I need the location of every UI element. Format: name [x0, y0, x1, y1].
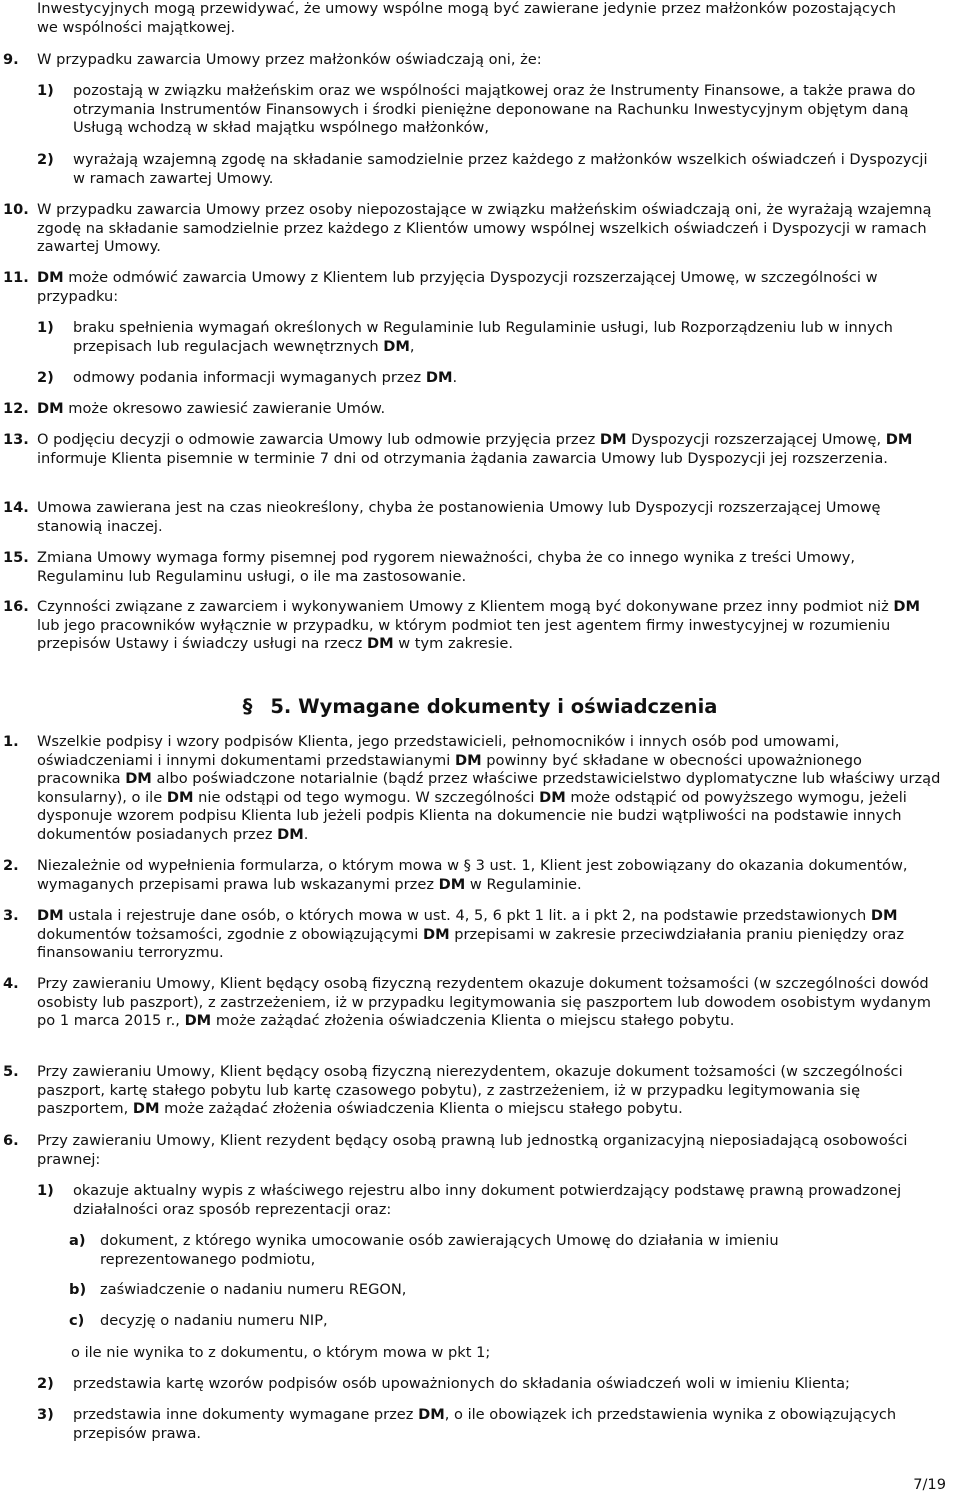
section-6-item-a: dokument, z którego wynika umocowanie osób zawierających Umowę do działania w imieniu reprezentowanego podmiotu,: [100, 1232, 779, 1268]
section-6-item-c: decyzję o nadaniu numeru NIP,: [100, 1312, 328, 1329]
letter-item-b: b): [69, 1281, 87, 1298]
section-paragraph-3: [37, 907, 942, 963]
paragraph-number: 9.: [3, 51, 19, 68]
text: .: [303, 825, 309, 843]
dm-abbrev: DM: [425, 369, 453, 386]
text: albo poświadczone notarialnie (bądź przez właściwe przedstawicielstwo dyplomatyczne lub właściwy urząd konsularny), o ile: [37, 770, 941, 806]
paragraph-number: 2.: [3, 857, 19, 874]
text: nie odstąpi od tego wymogu. W szczególności: [193, 788, 540, 806]
dm-abbrev: DM: [893, 598, 921, 615]
text: ustala i rejestruje dane osób, o których mowa w ust. 4, 5, 6 pkt 1 lit. a i pkt 2, na podstawie przedstawionych: [63, 907, 871, 924]
intro-paragraph: Inwestycyjnych mogą przewidywać, że umowy wspólne mogą być zawierane jedynie przez małżonków pozostających we wspólności majątkowej.: [37, 0, 896, 36]
dm-abbrev: DM: [885, 431, 913, 448]
section-paragraph-4: [37, 975, 942, 1031]
section-6-note: o ile nie wynika to z dokumentu, o którym mowa w pkt 1;: [71, 1344, 491, 1361]
paragraph-number: 16.: [3, 598, 29, 615]
item-number: 2): [37, 151, 54, 168]
dm-abbrev: DM: [422, 925, 450, 943]
text: ,: [409, 337, 415, 355]
text: przepisami w zakresie przeciwdziałania praniu pieniędzy oraz finansowaniu terroryzmu.: [37, 925, 904, 962]
text: .: [452, 369, 458, 386]
dm-abbrev: DM: [870, 907, 898, 924]
text: Przy zawieraniu Umowy, Klient będący osobą fizyczną nierezydentem, okazuje dokument tożsamości (w szczególności paszport, kartę stałego pobytu lub kartę czasowego pobytu), z zastrzeżeniem, iż w przypadku legitymowania się paszportem,: [37, 1063, 903, 1118]
section-title: 5. Wymagane dokumenty i oświadczenia: [270, 695, 718, 718]
text: Niezależnie od wypełnienia formularza, o którym mowa w § 3 ust. 1, Klient jest zobowiązany do okazania dokumentów, wymaganych przepisami prawa lub wskazanymi przez: [37, 857, 908, 893]
paragraph-number: 11.: [3, 269, 29, 286]
dm-abbrev: DM: [277, 825, 304, 843]
text: lub jego pracowników wyłącznie w przypadku, w którym podmiot ten jest agentem firmy inwestycyjnej w rozumieniu przepisów Ustawy i świadczy usługi na rzecz: [37, 616, 891, 653]
paragraph-number: 5.: [3, 1063, 19, 1080]
dm-abbrev: DM: [125, 770, 152, 788]
item-number: 2): [37, 1375, 54, 1392]
section-6-item-2: przedstawia kartę wzorów podpisów osób upoważnionych do składania oświadczeń woli w imieniu Klienta;: [73, 1375, 850, 1392]
dm-abbrev: DM: [37, 907, 64, 924]
dm-abbrev: DM: [166, 788, 194, 806]
section-paragraph-1: [37, 733, 942, 845]
dm-abbrev: DM: [438, 875, 466, 893]
item-number: 3): [37, 1406, 54, 1423]
item-number: 1): [37, 1182, 54, 1199]
text: powinny być składane w obecności upoważnionego pracownika: [37, 751, 862, 788]
paragraph-12: [37, 400, 937, 419]
text: Przy zawieraniu Umowy, Klient będący osobą fizyczną rezydentem okazuje dokument tożsamości (w szczególności dowód osobisty lub paszport), z zastrzeżeniem, iż w przypadku legitymowania się paszportem lub dowodem osobistym wydanym po 1 marca 2015 r.,: [37, 975, 932, 1030]
paragraph-11-item-2: [73, 369, 943, 388]
paragraph-15: Zmiana Umowy wymaga formy pisemnej pod rygorem nieważności, chyba że co innego wynika z treści Umowy, Regulaminu lub Regulaminu usługi, o ile ma zastosowanie.: [37, 549, 856, 585]
paragraph-number: 4.: [3, 975, 19, 992]
section-6-item-1: okazuje aktualny wypis z właściwego rejestru albo inny dokument potwierdzający podstawę prawną prowadzonej działalności oraz sposób reprezentacji oraz:: [73, 1182, 902, 1218]
text: , o ile obowiązek ich przedstawienia wynika z obowiązujących przepisów prawa.: [73, 1406, 897, 1442]
text: przedstawia inne dokumenty wymagane przez: [73, 1406, 419, 1423]
paragraph-number: 15.: [3, 549, 29, 566]
paragraph-11: [37, 269, 942, 306]
paragraph-9: W przypadku zawarcia Umowy przez małżonków oświadczają oni, że:: [37, 51, 542, 68]
text: braku spełnienia wymagań określonych w Regulaminie lub Regulaminie usługi, lub Rozporządzeniu lub w innych przepisach lub regulacjach wewnętrznych: [73, 319, 893, 355]
paragraph-14: Umowa zawierana jest na czas nieokreślony, chyba że postanowienia Umowy lub Dyspozycji rozszerzającej Umowę stanowią inaczej.: [37, 499, 881, 535]
letter-item-a: a): [69, 1232, 86, 1249]
text: może zażądać złożenia oświadczenia Klienta o miejscu stałego pobytu.: [159, 1100, 683, 1118]
paragraph-number: 12.: [3, 400, 29, 417]
section-6-item-3: [73, 1406, 958, 1443]
paragraph-9-item-2: wyrażają wzajemną zgodę na składanie samodzielnie przez każdego z małżonków wszelkich oświadczeń i Dyspozycji w ramach zawartej Umowy.: [73, 151, 928, 187]
dm-abbrev: DM: [599, 431, 627, 448]
text: dokumentów tożsamości, zgodnie z obowiązującymi: [37, 925, 423, 943]
page-number: 7/19: [913, 1476, 946, 1493]
item-number: 2): [37, 369, 54, 386]
section-symbol: §: [242, 695, 253, 718]
paragraph-number: 10.: [3, 201, 29, 218]
text: może odstąpić od powyższego wymogu, jeżeli dysponuje wzorem podpisu Klienta lub jeżeli podpis Klienta na dokumencie nie budzi wątpliwości na podstawie innych dokumentów posiadanych przez: [37, 788, 907, 843]
section-paragraph-5: [37, 1063, 942, 1119]
text: informuje Klienta pisemnie w terminie 7 dni od otrzymania żądania zawarcia Umowy lub Dyspozycji jej rozszerzenia.: [37, 449, 888, 467]
paragraph-number: 1.: [3, 733, 19, 750]
text: w Regulaminie.: [465, 875, 582, 893]
dm-abbrev: DM: [184, 1012, 212, 1030]
dm-abbrev: DM: [539, 788, 566, 806]
text: O podjęciu decyzji o odmowie zawarcia Umowy lub odmowie przyjęcia przez: [37, 431, 600, 448]
text: może zażądać złożenia oświadczenia Klienta o miejscu stałego pobytu.: [211, 1012, 735, 1030]
dm-abbrev: DM: [383, 337, 410, 355]
section-heading: [0, 695, 960, 719]
text: może odmówić zawarcia Umowy z Klientem lub przyjęcia Dyspozycji rozszerzającej Umowę, w szczególności w przypadku:: [37, 269, 878, 305]
dm-abbrev: DM: [418, 1406, 445, 1423]
section-paragraph-6: Przy zawieraniu Umowy, Klient rezydent będący osobą prawną lub jednostką organizacyjną nieposiadającą osobowości prawnej:: [37, 1132, 908, 1168]
section-paragraph-2: [37, 857, 942, 894]
paragraph-9-item-1: pozostają w związku małżeńskim oraz we wspólności majątkowej oraz że Instrumenty Finansowe, a także prawa do otrzymania Instrumentów Finansowych i środki pieniężne deponowane na Rachunku Inwestycyjnym objętym daną Usługą wchodzą w skład majątku wspólnego małżonków,: [73, 82, 916, 137]
text: Dyspozycji rozszerzającej Umowę,: [626, 431, 886, 448]
paragraph-10: W przypadku zawarcia Umowy przez osoby niepozostające w związku małżeńskim oświadczają oni, że wyrażają wzajemną zgodę na składanie samodzielnie przez każdego z Klientów umowy wspólnej wszelkich oświadczeń i Dyspozycji w ramach zawartej Umowy.: [37, 201, 932, 256]
dm-abbrev: DM: [37, 269, 64, 286]
dm-abbrev: DM: [132, 1100, 160, 1118]
paragraph-13: [37, 431, 942, 468]
section-6-item-b: zaświadczenie o nadaniu numeru REGON,: [100, 1281, 407, 1298]
text: w tym zakresie.: [393, 635, 514, 653]
paragraph-number: 3.: [3, 907, 19, 924]
paragraph-number: 6.: [3, 1132, 19, 1149]
paragraph-16: [37, 598, 947, 654]
dm-abbrev: DM: [454, 751, 482, 769]
paragraph-number: 13.: [3, 431, 29, 448]
text: może okresowo zawiesić zawieranie Umów.: [63, 400, 386, 417]
item-number: 1): [37, 319, 54, 336]
text: Wszelkie podpisy i wzory podpisów Klienta, jego przedstawicieli, pełnomocników i innych osób pod umowami, oświadczeniami i innymi dokumentami przedstawianymi: [37, 733, 840, 769]
dm-abbrev: DM: [37, 400, 64, 417]
item-number: 1): [37, 82, 54, 99]
paragraph-11-item-1: [73, 319, 953, 356]
dm-abbrev: DM: [366, 635, 394, 653]
paragraph-number: 14.: [3, 499, 29, 516]
text: odmowy podania informacji wymaganych przez: [73, 369, 426, 386]
letter-item-c: c): [69, 1312, 85, 1329]
text: Czynności związane z zawarciem i wykonywaniem Umowy z Klientem mogą być dokonywane przez inny podmiot niż: [37, 598, 894, 615]
